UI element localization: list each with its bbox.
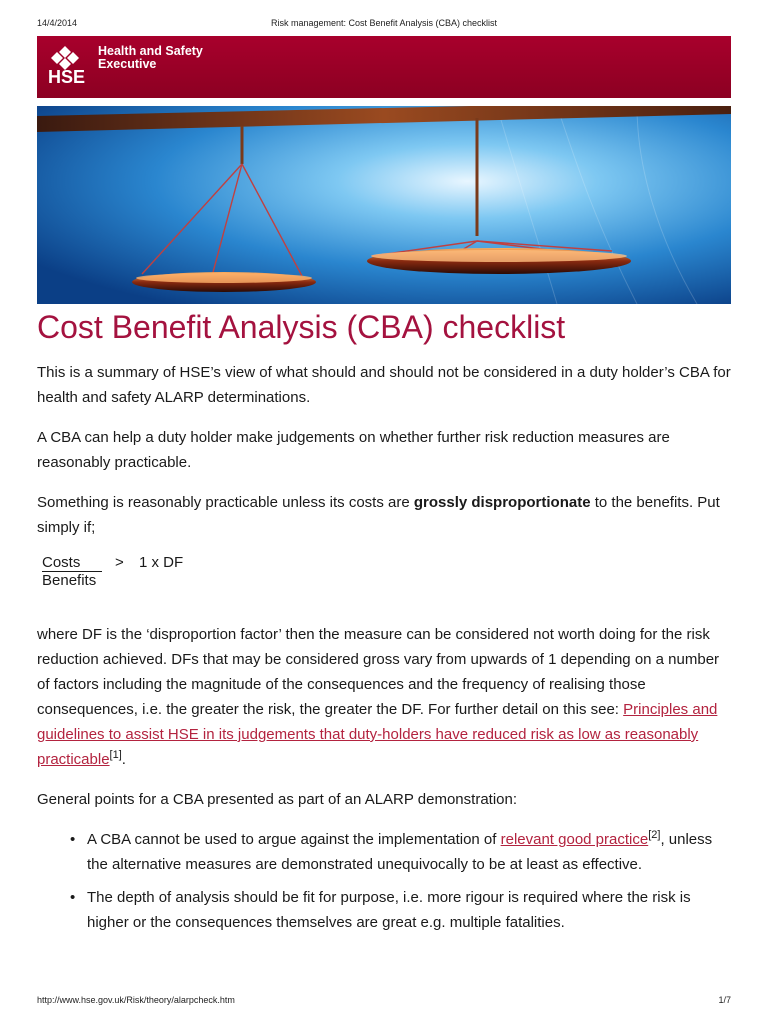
print-url: http://www.hse.gov.uk/Risk/theory/alarpcheck.htm [37, 995, 235, 1005]
site-banner [37, 36, 731, 98]
grossly-disproportionate-bold: grossly disproportionate [413, 494, 591, 511]
relevant-good-practice-link[interactable]: relevant good practice [500, 831, 649, 848]
list-item [67, 885, 731, 935]
footnote-ref-2[interactable]: [2] [648, 829, 661, 841]
bullet-text-end: , unless the alternative measures are demonstrated unequivocally to be at least as effective. [87, 831, 713, 873]
print-header [0, 18, 768, 30]
print-page-number: 1/7 [718, 995, 731, 1005]
practicable-paragraph [37, 490, 731, 540]
print-date: 14/4/2014 [37, 18, 78, 28]
footnote-ref-1[interactable]: [1] [109, 749, 122, 761]
org-name-line1: Health and Safety [98, 44, 203, 58]
bullet-text: The depth of analysis should be fit for purpose, i.e. more rigour is required where the risk is higher or the consequences themselves are great e.g. multiple fatalities. [87, 889, 691, 931]
formula-numerator: Costs [42, 554, 81, 571]
article [37, 308, 731, 943]
general-points-list [67, 827, 731, 935]
org-name-line2: Executive [98, 57, 157, 71]
df-text-end: . [121, 751, 126, 768]
df-text: where DF is the ‘disproportion factor’ then the measure can be considered not worth doing for the risk reduction achieved. DFs that may be considered gross vary from upwards of 1 depending on a number of factors including the magnitude of the consequences and the frequency of realising those consequences, i.e. the greater the risk, the greater the DF. For further detail on this see: [37, 626, 720, 718]
org-name[interactable] [98, 45, 203, 71]
bullet-icon: • [70, 889, 76, 906]
bullet-text: A CBA cannot be used to argue against the implementation of [87, 831, 501, 848]
formula-rhs: 1 x DF [139, 554, 184, 571]
intro-paragraph: This is a summary of HSE’s view of what should and should not be considered in a duty holder’s CBA for health and safety ALARP determinations. [37, 364, 731, 406]
practicable-text-start: Something is reasonably practicable unless its costs are [37, 494, 414, 511]
cba-paragraph: A CBA can help a duty holder make judgements on whether further risk reduction measures are reasonably practicable. [37, 429, 670, 471]
df-paragraph [37, 622, 731, 772]
balance-scale-image [37, 106, 731, 304]
print-title: Risk management: Cost Benefit Analysis (CBA) checklist [270, 18, 498, 28]
cba-formula [37, 552, 731, 592]
page-title: Cost Benefit Analysis (CBA) checklist [37, 309, 566, 345]
hero-image [37, 106, 731, 304]
logo-abbrev: HSE [48, 67, 86, 87]
formula-denominator: Benefits [42, 572, 97, 589]
alarp-principles-link[interactable]: Principles and guidelines to assist HSE in its judgements that duty-holders have reduced risk as low as reasonably practicable [37, 701, 718, 768]
list-item [67, 827, 731, 877]
bullet-icon: • [70, 831, 76, 848]
practicable-text-end: to the benefits. Put simply if; [37, 494, 720, 536]
general-points-paragraph: General points for a CBA presented as part of an ALARP demonstration: [37, 791, 518, 808]
formula-operator: > [115, 554, 124, 571]
